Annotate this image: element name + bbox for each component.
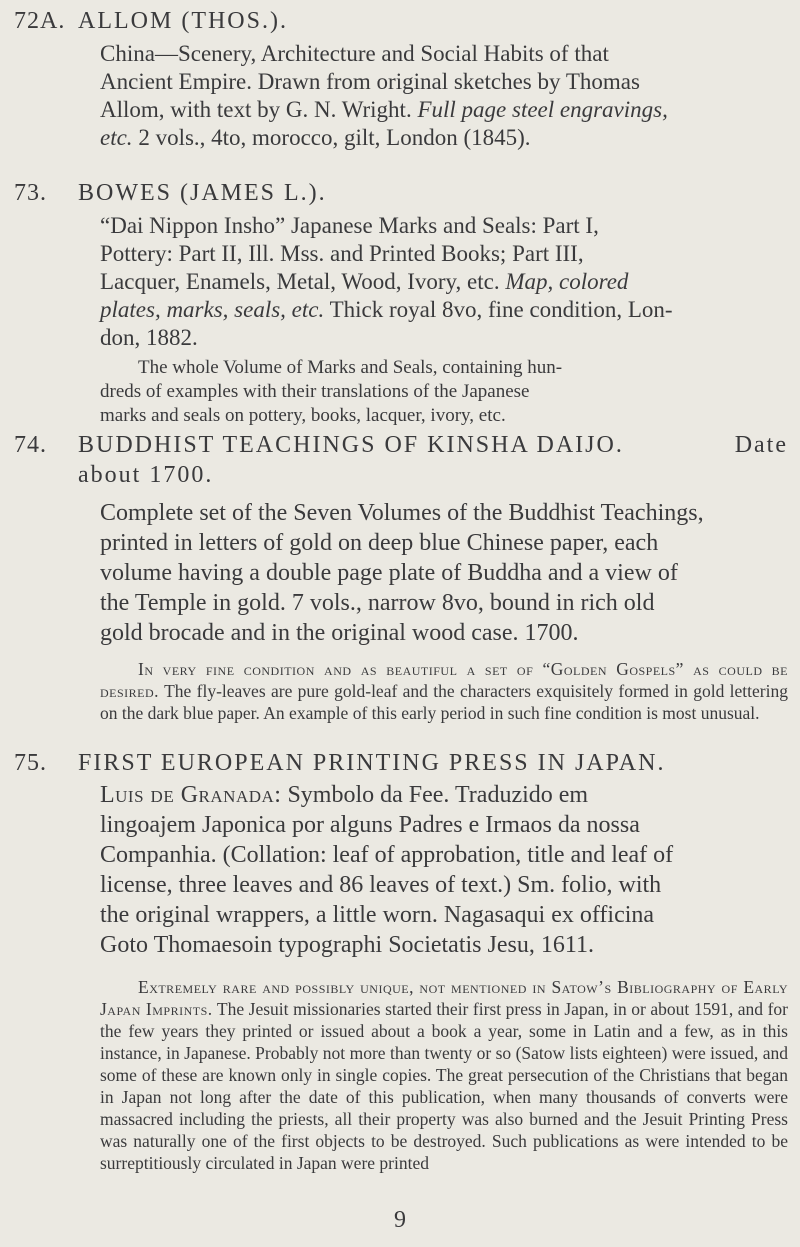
body-line: plates, marks, seals, etc. Thick royal 8vo, fine condition, Lon- bbox=[100, 297, 673, 322]
body-line: the Temple in gold. 7 vols., narrow 8vo, bound in rich old bbox=[100, 590, 655, 616]
note-text: The fly-leaves are pure gold-leaf and the characters exquisitely formed in gold lettering on the dark blue paper. An example of this early period in such fine condition is most unusual. bbox=[100, 681, 788, 723]
entry-heading: ALLOM (THOS.). bbox=[78, 8, 288, 34]
note-lead: In very fine condition and as beautiful a set of “Golden Gospels” as could be desired. bbox=[100, 659, 788, 701]
body-line: “Dai Nippon Insho” Japanese Marks and Seals: Part I, bbox=[100, 213, 599, 238]
body-line: don, 1882. bbox=[100, 325, 198, 350]
entry-number: 74. bbox=[14, 432, 47, 458]
body-line: etc. 2 vols., 4to, morocco, gilt, London (1845). bbox=[100, 125, 531, 150]
entry-note bbox=[100, 356, 788, 428]
entry-heading-line2: about 1700. bbox=[78, 462, 214, 488]
body-line: Pottery: Part II, Ill. Mss. and Printed Books; Part III, bbox=[100, 241, 584, 266]
page-number: 9 bbox=[394, 1207, 406, 1233]
body-line: lingoajem Japonica por alguns Padres e Irmaos da nossa bbox=[100, 812, 640, 838]
body-line: Allom, with text by G. N. Wright. Full page steel engravings, bbox=[100, 97, 668, 122]
body-line: Complete set of the Seven Volumes of the Buddhist Teachings, bbox=[100, 500, 704, 526]
entry-heading: FIRST EUROPEAN PRINTING PRESS IN JAPAN. bbox=[78, 750, 666, 776]
body-line: Companhia. (Collation: leaf of approbation, title and leaf of bbox=[100, 842, 674, 868]
body-line: Goto Thomaesoin typographi Societatis Jesu, 1611. bbox=[100, 932, 594, 958]
entry-number: 75. bbox=[14, 750, 47, 776]
entry-body bbox=[100, 780, 788, 960]
note-line: dreds of examples with their translations of the Japanese bbox=[100, 381, 530, 402]
body-line: Ancient Empire. Drawn from original sketches by Thomas bbox=[100, 69, 640, 94]
body-line: volume having a double page plate of Buddha and a view of bbox=[100, 560, 678, 586]
entry-number: 73. bbox=[14, 180, 47, 206]
entry-heading: BOWES (JAMES L.). bbox=[78, 180, 327, 206]
body-line: Lacquer, Enamels, Metal, Wood, Ivory, etc. Map, colored bbox=[100, 269, 629, 294]
body-line: Luis de Granada: Symbolo da Fee. Traduzido em bbox=[100, 782, 589, 808]
body-line: China—Scenery, Architecture and Social Habits of that bbox=[100, 41, 609, 66]
note-line: marks and seals on pottery, books, lacquer, ivory, etc. bbox=[100, 405, 506, 426]
body-line: printed in letters of gold on deep blue Chinese paper, each bbox=[100, 530, 659, 556]
entry-heading: BUDDHIST TEACHINGS OF KINSHA DAIJO. Date bbox=[78, 432, 788, 458]
entry-note bbox=[100, 976, 788, 1174]
note-lead: Extremely rare and possibly unique, not mentioned in Satow’s Bibliography of Early Japan Imprints. bbox=[100, 977, 788, 1019]
entry-body bbox=[100, 498, 788, 648]
entry-note bbox=[100, 658, 788, 724]
body-line: gold brocade and in the original wood case. 1700. bbox=[100, 620, 579, 646]
entry-body bbox=[100, 212, 788, 352]
entry-number: 72A. bbox=[14, 8, 66, 34]
body-line: the original wrappers, a little worn. Nagasaqui ex officina bbox=[100, 902, 655, 928]
entry-body bbox=[100, 40, 788, 152]
body-line: license, three leaves and 86 leaves of text.) Sm. folio, with bbox=[100, 872, 662, 898]
note-line: The whole Volume of Marks and Seals, containing hun- bbox=[138, 357, 563, 378]
note-text: The Jesuit missionaries started their first press in Japan, in or about 1591, and for the few years they printed or issued about a book a year, some in Latin and a few, as in this instance, in Japanese. Probably not more than twenty or so (Satow lists eighteen) were issued, and some of these are known only in single copies. The great persecution of the Christians that began in Japan not long after the date of this publication, when many thousands of converts were massacred including the priests, all their property was also burned and the Jesuit Printing Press was naturally one of the first objects to be destroyed. Such publications as were intended to be surreptitiously circulated in Japan were printed bbox=[100, 999, 788, 1173]
